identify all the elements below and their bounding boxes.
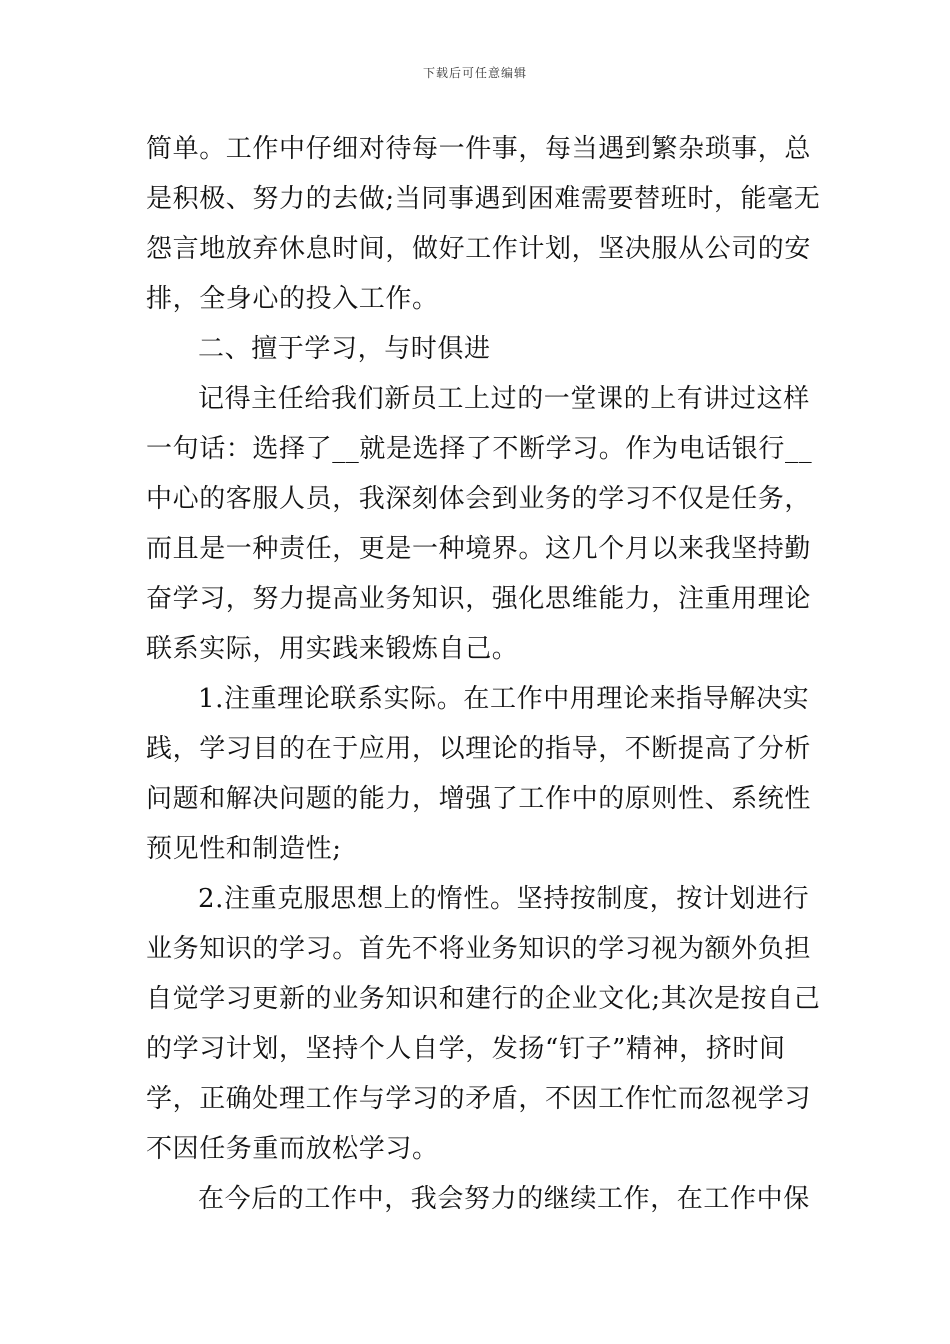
text-line: 记得主任给我们新员工上过的一堂课的上有讲过这样 xyxy=(198,384,810,414)
paragraph-start: 在今后的工作中，我会努力的继续工作，在工作中保 xyxy=(198,1184,810,1214)
text-line: 怨言地放弃休息时间，做好工作计划，坚决服从公司的安 xyxy=(146,234,812,264)
text-line: 奋学习，努力提高业务知识，强化思维能力，注重用理论 xyxy=(146,584,812,614)
text-line: 践，学习目的在于应用，以理论的指导，不断提高了分析 xyxy=(146,734,812,764)
list-item-1-start: 1.注重理论联系实际。在工作中用理论来指导解决实 xyxy=(198,684,810,714)
text-line: 简单。工作中仔细对待每一件事，每当遇到繁杂琐事，总 xyxy=(146,134,812,164)
text-line: 一句话：选择了__就是选择了不断学习。作为电话银行__ xyxy=(146,434,813,464)
document-body xyxy=(146,124,821,1224)
text-line: 自觉学习更新的业务知识和建行的企业文化;其次是按自己 xyxy=(146,984,821,1014)
download-editable-note: 下载后可任意编辑 xyxy=(422,66,527,80)
list-item-2-start: 2.注重克服思想上的惰性。坚持按制度，按计划进行 xyxy=(198,884,810,914)
text-line: 排，全身心的投入工作。 xyxy=(146,284,439,314)
text-line: 预见性和制造性; xyxy=(146,834,342,864)
section-heading: 二、擅于学习，与时俱进 xyxy=(198,334,491,364)
text-line: 是积极、努力的去做;当同事遇到困难需要替班时，能毫无 xyxy=(146,184,821,214)
text-line: 的学习计划，坚持个人自学，发扬“钉子”精神，挤时间 xyxy=(146,1034,786,1064)
text-line: 而且是一种责任，更是一种境界。这几个月以来我坚持勤 xyxy=(146,534,812,564)
text-line: 业务知识的学习。首先不将业务知识的学习视为额外负担 xyxy=(146,934,812,964)
text-line: 联系实际，用实践来锻炼自己。 xyxy=(146,634,519,664)
text-line: 中心的客服人员，我深刻体会到业务的学习不仅是任务， xyxy=(146,484,812,514)
text-line: 不因任务重而放松学习。 xyxy=(146,1134,439,1164)
text-line: 学，正确处理工作与学习的矛盾，不因工作忙而忽视学习 xyxy=(146,1084,812,1114)
text-line: 问题和解决问题的能力，增强了工作中的原则性、系统性 xyxy=(146,784,812,814)
